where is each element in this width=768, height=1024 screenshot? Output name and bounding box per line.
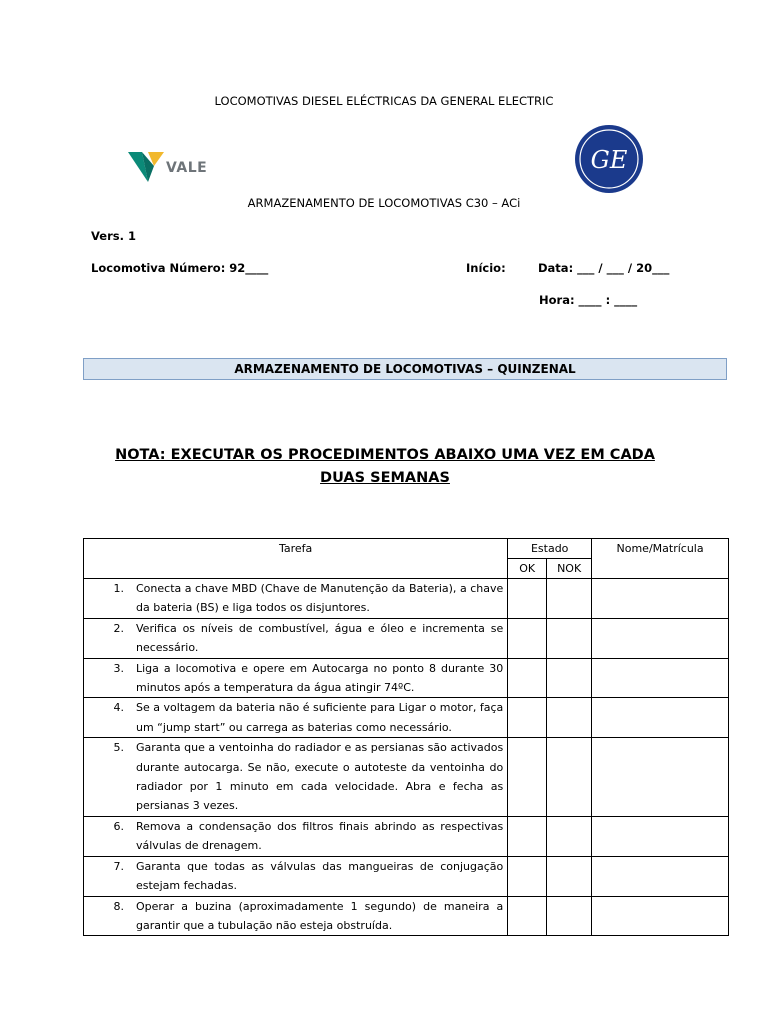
header-name: Nome/Matrícula bbox=[592, 539, 729, 579]
header-status: Estado bbox=[508, 539, 592, 559]
task-description: Garanta que todas as válvulas das mangueiras de conjugação estejam fechadas. bbox=[136, 859, 504, 893]
table-row bbox=[84, 816, 729, 856]
name-registration-cell[interactable] bbox=[592, 816, 729, 856]
task-cell bbox=[84, 658, 508, 698]
table-row bbox=[84, 698, 729, 738]
task-description: Verifica os níveis de combustível, água e óleo e incrementa se necessário. bbox=[136, 621, 504, 655]
ok-checkbox-cell[interactable] bbox=[508, 579, 547, 619]
task-cell bbox=[84, 579, 508, 619]
version-label: Vers. 1 bbox=[91, 229, 136, 243]
task-cell bbox=[84, 698, 508, 738]
name-registration-cell[interactable] bbox=[592, 658, 729, 698]
name-registration-cell[interactable] bbox=[592, 896, 729, 936]
table-row bbox=[84, 618, 729, 658]
section-band-title: ARMAZENAMENTO DE LOCOMOTIVAS – QUINZENAL bbox=[83, 358, 727, 380]
ok-checkbox-cell[interactable] bbox=[508, 618, 547, 658]
ok-checkbox-cell[interactable] bbox=[508, 658, 547, 698]
table-row bbox=[84, 658, 729, 698]
task-number: 1. bbox=[113, 582, 124, 595]
name-registration-cell[interactable] bbox=[592, 618, 729, 658]
name-registration-cell[interactable] bbox=[592, 856, 729, 896]
header-nok: NOK bbox=[547, 559, 592, 579]
ge-logo-text: GE bbox=[590, 146, 628, 174]
ok-checkbox-cell[interactable] bbox=[508, 738, 547, 817]
name-registration-cell[interactable] bbox=[592, 579, 729, 619]
ok-checkbox-cell[interactable] bbox=[508, 856, 547, 896]
header-task: Tarefa bbox=[84, 539, 508, 579]
task-cell bbox=[84, 816, 508, 856]
table-row bbox=[84, 738, 729, 817]
task-number: 6. bbox=[113, 819, 124, 833]
table-row bbox=[84, 579, 729, 619]
nok-checkbox-cell[interactable] bbox=[547, 738, 592, 817]
nok-checkbox-cell[interactable] bbox=[547, 896, 592, 936]
nok-checkbox-cell[interactable] bbox=[547, 658, 592, 698]
task-number: 4. bbox=[113, 701, 124, 715]
task-description: Operar a buzina (aproximadamente 1 segundo) de maneira a garantir que a tubulação não esteja obstruída. bbox=[136, 899, 504, 932]
task-cell bbox=[84, 738, 508, 817]
nok-checkbox-cell[interactable] bbox=[547, 856, 592, 896]
task-number: 5. bbox=[113, 741, 124, 755]
ok-checkbox-cell[interactable] bbox=[508, 816, 547, 856]
document-title: ARMAZENAMENTO DE LOCOMOTIVAS C30 – ACi bbox=[247, 196, 521, 210]
task-description: Garanta que a ventoinha do radiador e as persianas são activados durante autocarga. Se não, execute o autoteste da ventoinha do radiador por 1 minuto em cada velocidade. Abra e fecha as persianas 3 vezes. bbox=[136, 741, 504, 813]
start-label: Início: bbox=[466, 261, 506, 275]
task-cell bbox=[84, 856, 508, 896]
name-registration-cell[interactable] bbox=[592, 738, 729, 817]
table-row bbox=[84, 856, 729, 896]
task-description: Remova a condensação dos filtros finais abrindo as respectivas válvulas de drenagem. bbox=[136, 819, 504, 853]
table-row bbox=[84, 896, 729, 936]
task-number: 8. bbox=[113, 899, 124, 913]
task-description: Se a voltagem da bateria não é suficiente para Ligar o motor, faça um “jump start” ou carrega as baterias como necessário. bbox=[136, 701, 504, 734]
vale-logo-text: VALE bbox=[166, 160, 208, 176]
ok-checkbox-cell[interactable] bbox=[508, 698, 547, 738]
ok-checkbox-cell[interactable] bbox=[508, 896, 547, 936]
locomotive-number: Locomotiva Número: 92____ bbox=[91, 261, 269, 275]
task-description: Conecta a chave MBD (Chave de Manutenção da Bateria), a chave da bateria (BS) e liga todos os disjuntores. bbox=[136, 582, 504, 615]
task-table bbox=[83, 538, 729, 936]
task-number: 3. bbox=[113, 661, 124, 675]
nok-checkbox-cell[interactable] bbox=[547, 618, 592, 658]
date-field: Data: ___ / ___ / 20___ bbox=[538, 261, 670, 275]
task-description: Liga a locomotiva e opere em Autocarga no ponto 8 durante 30 minutos após a temperatura da água atingir 74ºC. bbox=[136, 661, 504, 695]
vale-logo bbox=[126, 140, 206, 190]
nok-checkbox-cell[interactable] bbox=[547, 698, 592, 738]
note-text: NOTA: EXECUTAR OS PROCEDIMENTOS ABAIXO UMA VEZ EM CADA DUAS SEMANAS bbox=[115, 447, 655, 486]
name-registration-cell[interactable] bbox=[592, 698, 729, 738]
nok-checkbox-cell[interactable] bbox=[547, 816, 592, 856]
header-ok: OK bbox=[508, 559, 547, 579]
company-title: LOCOMOTIVAS DIESEL ELÉCTRICAS DA GENERAL ELECTRIC bbox=[214, 94, 554, 108]
task-number: 7. bbox=[113, 859, 124, 873]
task-cell bbox=[84, 896, 508, 936]
task-number: 2. bbox=[113, 621, 124, 635]
ge-logo bbox=[574, 124, 644, 194]
task-cell bbox=[84, 618, 508, 658]
time-field: Hora: ____ : ____ bbox=[539, 293, 638, 307]
nok-checkbox-cell[interactable] bbox=[547, 579, 592, 619]
